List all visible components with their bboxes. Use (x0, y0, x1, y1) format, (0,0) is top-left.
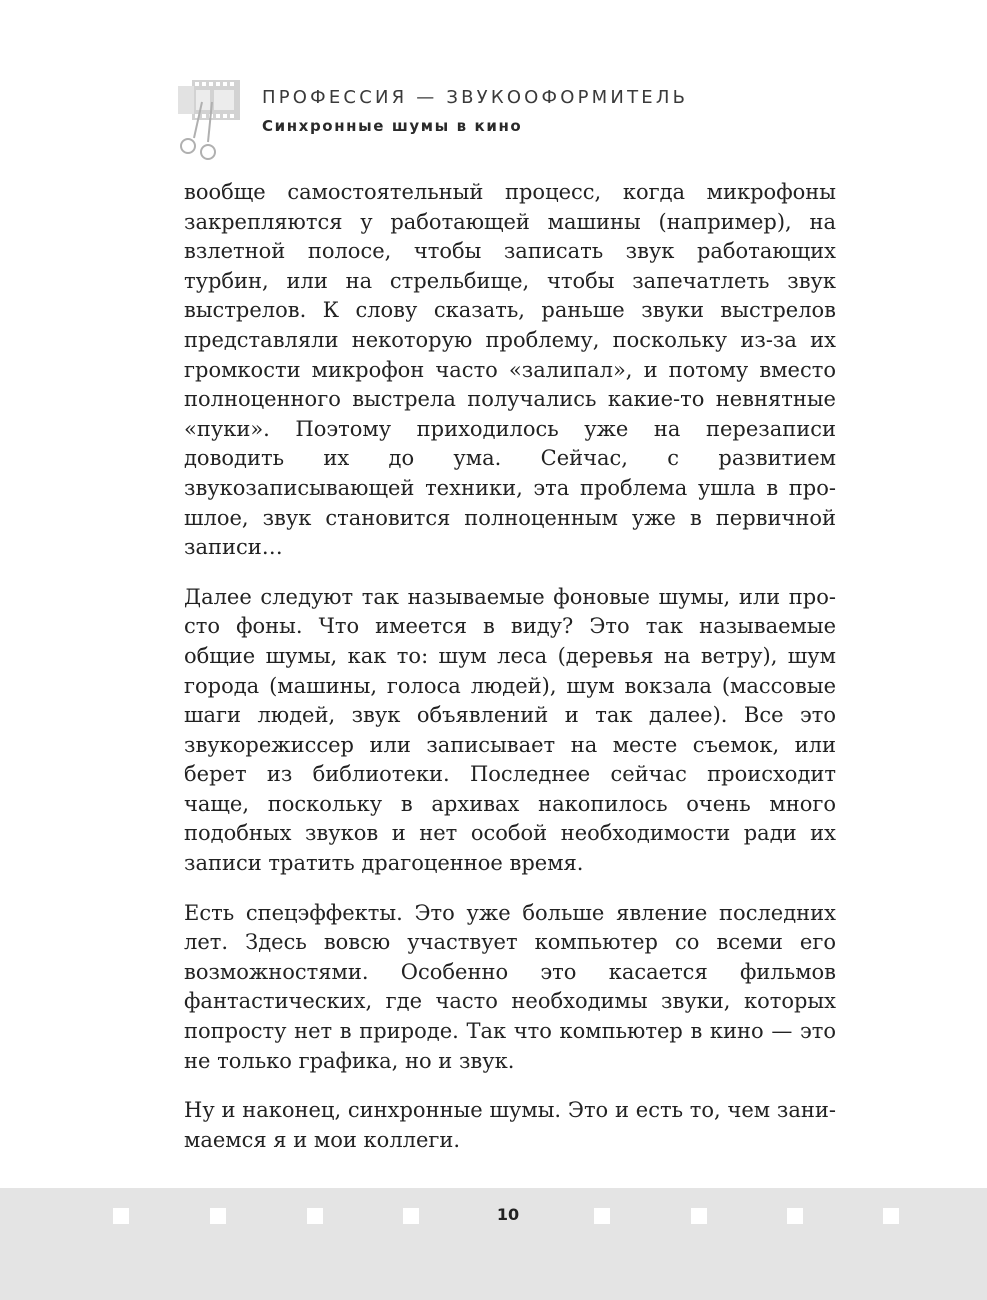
paragraph: Ну и наконец, синхронные шумы. Это и есть то, чем занимаемся я и мои коллеги. (184, 1098, 836, 1152)
body-text (184, 178, 836, 1175)
sprocket-hole (883, 1208, 899, 1224)
paragraph: вообще самостоятельный процесс, когда микрофоны закрепляются у работающей машины (например), на взлетной полосе, чтобы записать звук работающих турбин, или на стрельбище, чтобы запечатлеть звук выстрелов. К слову сказать, раньше звуки выстрелов представляли некоторую проблему, поскольку из-за их громкости микрофон часто «залипал», и потому вместо полноценного выстрела получались какие-то невнятные «пуки». Поэтому приходилось уже на перезаписи доводить их до ума. Сейчас, с развитием звукозаписывающей техники, эта проблема ушла в прошлое, звук становится полноценным уже в первичной записи… (184, 180, 836, 560)
sprocket-hole (403, 1208, 419, 1224)
sprocket-hole (691, 1208, 707, 1224)
sprocket-hole (210, 1208, 226, 1224)
sprocket-hole (594, 1208, 610, 1224)
sprocket-hole (787, 1208, 803, 1224)
sprocket-hole (307, 1208, 323, 1224)
sprocket-hole (113, 1208, 129, 1224)
section-title: ПРОФЕССИЯ — ЗВУКООФОРМИТЕЛЬ (262, 87, 689, 108)
page-number: 10 (496, 1205, 520, 1224)
film-strip-footer (0, 1188, 987, 1300)
paragraph: Далее следуют так называемые фоновые шумы, или просто фоны. Что имеется в виду? Это так называемые общие шумы, как то: шум леса (деревья на ветру), шум города (машины, голоса людей), шум вокзала (массовые шаги людей, звук объявлений и так далее). Все это звукорежиссер или записывает на месте съемок, или берет из библиотеки. Последнее сейчас происходит чаще, поскольку в архивах накопилось очень много подобных звуков и нет особой необходимости ради их записи тратить драгоценное время. (184, 584, 836, 876)
running-header (262, 86, 688, 137)
paragraph: Есть спецэффекты. Это уже больше явление последних лет. Здесь вовсю участвует компьютер со всеми его возможностями. Особенно это касается фильмов фантастических, где часто необходимы звуки, которых попросту нет в природе. Так что компьютер в кино — это не только графика, но и звук. (184, 900, 836, 1073)
chapter-title: Синхронные шумы в кино (262, 117, 523, 135)
film-and-scissors-icon (178, 80, 240, 162)
